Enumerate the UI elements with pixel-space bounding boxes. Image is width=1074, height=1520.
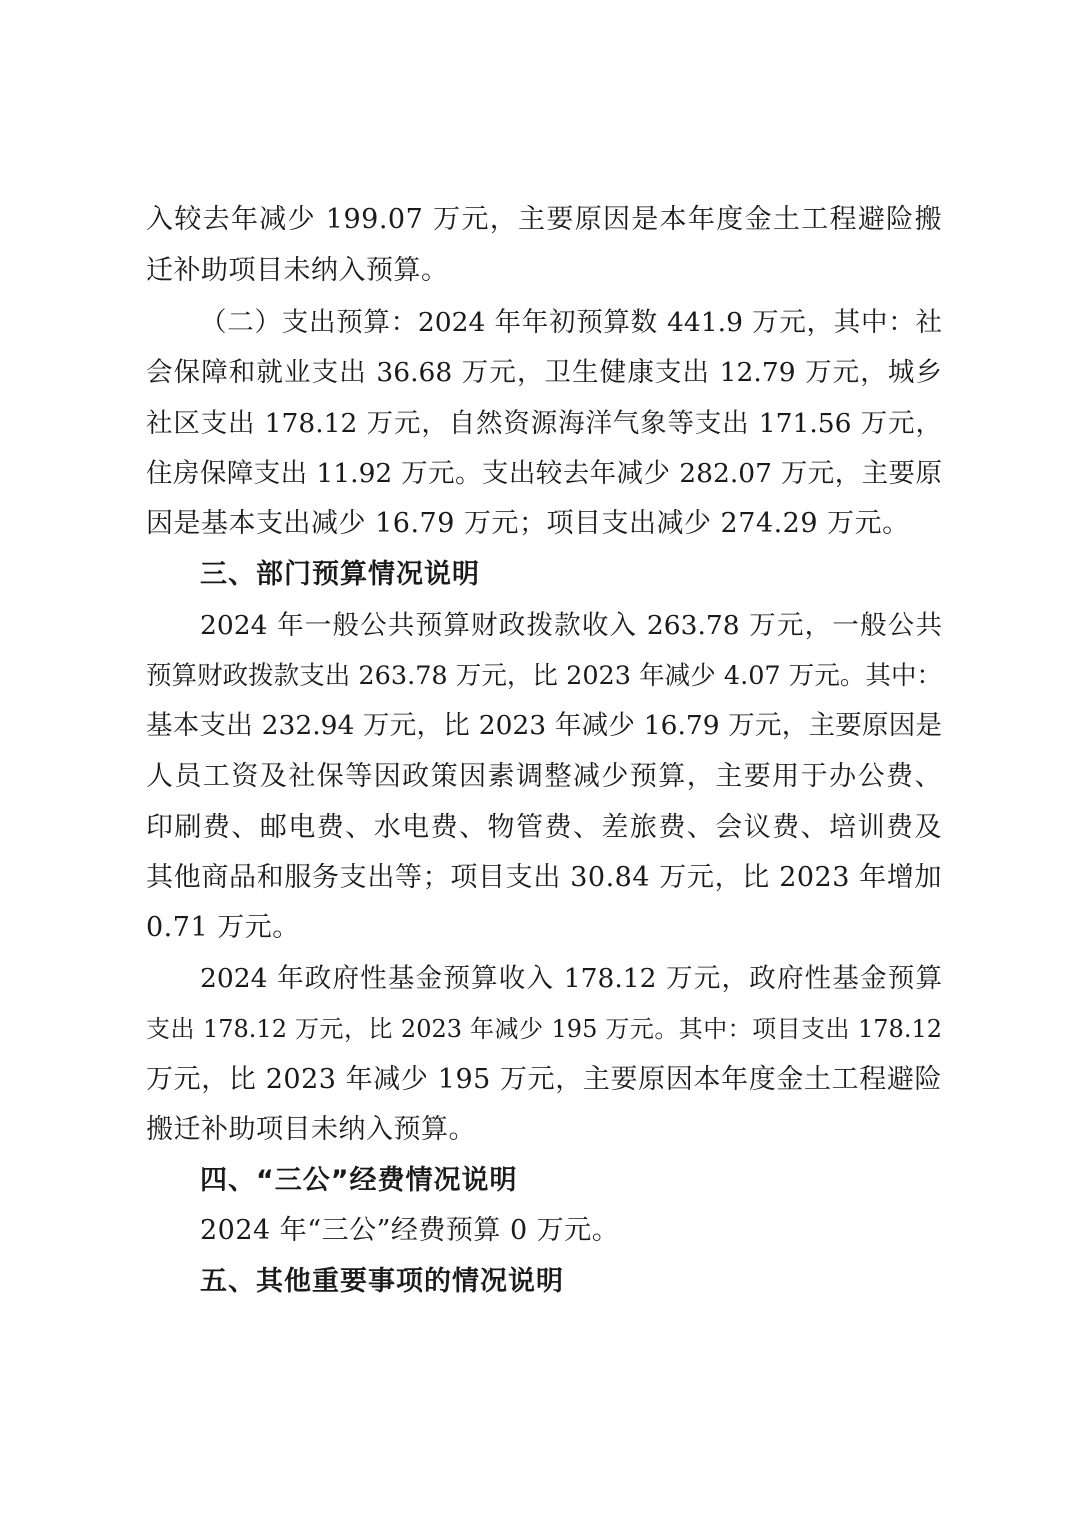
paragraph-line: 印刷费、邮电费、水电费、物管费、差旅费、会议费、培训费及	[146, 812, 942, 843]
paragraph-line: 入较去年减少 199.07 万元，主要原因是本年度金土工程避险搬	[146, 204, 942, 235]
paragraph-line: 迁补助项目未纳入预算。	[146, 255, 449, 286]
paragraph-line: 万元，比 2023 年减少 195 万元，主要原因本年度金土工程避险	[146, 1064, 942, 1095]
paragraph-line: 2024 年政府性基金预算收入 178.12 万元，政府性基金预算	[200, 963, 942, 994]
paragraph-line: （二）支出预算：2024 年年初预算数 441.9 万元，其中：社	[200, 307, 942, 338]
section-heading: 四、“三公”经费情况说明	[200, 1165, 518, 1196]
paragraph-line: 基本支出 232.94 万元，比 2023 年减少 16.79 万元，主要原因是	[146, 710, 942, 741]
paragraph-line: 2024 年“三公”经费预算 0 万元。	[200, 1215, 620, 1246]
paragraph-line: 2024 年一般公共预算财政拨款收入 263.78 万元，一般公共	[200, 610, 942, 641]
section-heading: 三、部门预算情况说明	[200, 559, 480, 590]
paragraph-line: 人员工资及社保等因政策因素调整减少预算，主要用于办公费、	[146, 761, 942, 792]
paragraph-line: 住房保障支出 11.92 万元。支出较去年减少 282.07 万元，主要原	[146, 458, 942, 489]
paragraph-line: 会保障和就业支出 36.68 万元，卫生健康支出 12.79 万元，城乡	[146, 357, 942, 388]
paragraph-line: 其他商品和服务支出等；项目支出 30.84 万元，比 2023 年增加	[146, 862, 942, 893]
paragraph-line: 因是基本支出减少 16.79 万元；项目支出减少 274.29 万元。	[146, 508, 910, 539]
paragraph-line: 支出 178.12 万元，比 2023 年减少 195 万元。其中：项目支出 178.12	[146, 1015, 942, 1043]
section-heading: 五、其他重要事项的情况说明	[200, 1266, 564, 1297]
paragraph-line: 0.71 万元。	[146, 912, 300, 943]
paragraph-line: 搬迁补助项目未纳入预算。	[146, 1114, 476, 1145]
paragraph-line: 社区支出 178.12 万元，自然资源海洋气象等支出 171.56 万元，	[146, 408, 942, 439]
paragraph-line: 预算财政拨款支出 263.78 万元，比 2023 年减少 4.07 万元。其中：	[146, 661, 942, 691]
